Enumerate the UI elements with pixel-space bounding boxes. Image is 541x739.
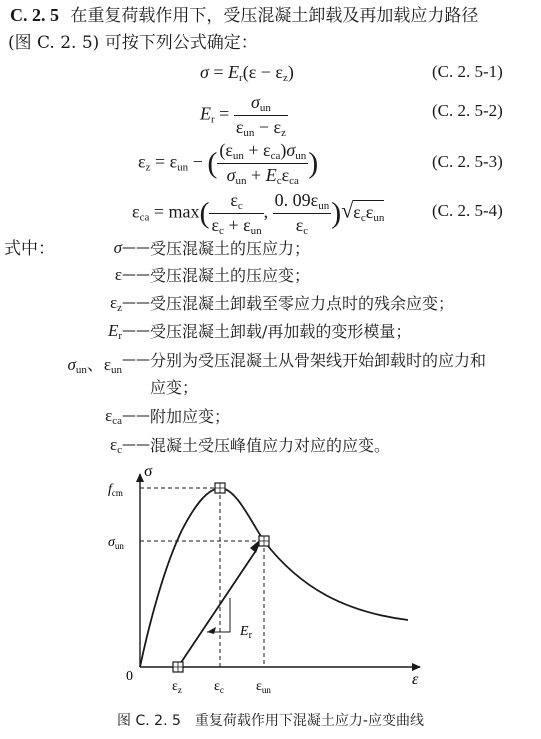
symbol-epsilon-c: $\varepsilon_c$ [109, 435, 122, 456]
definition-sigma-un: 分别为受压混凝土从骨架线开始卸载时的应力和 [150, 351, 487, 370]
equation-number-1: (C. 2. 5-1) [432, 62, 503, 81]
x-tick-epsilon-z: $\varepsilon_z$ [172, 679, 182, 695]
dash: —— [122, 437, 150, 453]
definition-epsilon-ca: 附加应变； [150, 407, 231, 426]
equation-c2-5-3: $\varepsilon_z = \varepsilon_{un}$ − ( $\frac{(\varepsilon_{un} + \varepsilon_{ca})\sigma_{un}}{\sigma_{un} + E_c\varepsilon_{ca}}$ ) [138, 140, 319, 187]
symbol-e-r: $E_r$ [107, 321, 122, 342]
definition-epsilon-c: 混凝土受压峰值应力对应的应变。 [150, 436, 391, 455]
dash: —— [122, 295, 150, 311]
reload-path [178, 552, 255, 667]
dash: —— [122, 408, 150, 424]
x-axis-label: ε [412, 671, 419, 688]
where-label: 式中： [4, 239, 55, 259]
y-tick-sigma-un: $\sigma_{un}$ [108, 535, 124, 551]
dash: —— [122, 267, 150, 283]
y-axis-label: σ [144, 463, 153, 480]
equation-number-4: (C. 2. 5-4) [432, 201, 503, 220]
symbol-sigma: σ [113, 238, 122, 257]
slope-arrow [207, 627, 216, 634]
skeleton-curve [140, 488, 408, 667]
symbol-epsilon-z: $\varepsilon_z$ [109, 293, 122, 314]
equation-c2-5-1: $\sigma = E_r(\varepsilon - \varepsilon_z)$ [200, 62, 294, 84]
section-paragraph [10, 4, 478, 27]
section-text-line1: 在重复荷载作用下，受压混凝土卸载及再加载应力路径 [70, 6, 479, 26]
definition-epsilon: 受压混凝土的压应变； [150, 266, 311, 285]
symbol-epsilon: ε [114, 265, 122, 284]
origin-label: 0 [126, 669, 133, 684]
equation-number-3: (C. 2. 5-3) [432, 152, 503, 171]
definition-sigma: 受压混凝土的压应力； [150, 239, 311, 258]
section-text-line2: (图 C. 2. 5) 可按下列公式确定： [8, 33, 258, 53]
max-operator: max [168, 201, 200, 222]
symbol-sigma-un-epsilon-un: $\sigma_{un}$、$\varepsilon_{un}$ [67, 355, 122, 376]
slope-triangle [207, 598, 230, 632]
y-tick-fcm: $f_{cm}$ [108, 482, 123, 498]
dash: —— [122, 240, 150, 256]
definition-e-r: 受压混凝土卸载/再加载的变形模量； [150, 322, 412, 341]
coefficient: 0. 09 [274, 190, 311, 210]
stress-strain-figure [0, 455, 541, 705]
definition-epsilon-z: 受压混凝土卸载至零应力点时的残余应变； [150, 294, 455, 313]
symbol-epsilon-ca: $\varepsilon_{ca}$ [105, 406, 122, 427]
figure-caption: 图 C. 2. 5 重复荷载作用下混凝土应力-应变曲线 [117, 713, 424, 729]
dash: —— [122, 352, 150, 368]
equation-c2-5-2: $E_r$ = $\frac{\sigma_{un}}{\varepsilon_{un} - \varepsilon_z}$ [200, 92, 286, 139]
x-tick-epsilon-c: $\varepsilon_c$ [214, 679, 224, 695]
section-number: C. 2. 5 [10, 5, 59, 25]
equation-number-2: (C. 2. 5-2) [432, 101, 503, 120]
x-tick-epsilon-un: $\varepsilon_{un}$ [256, 679, 271, 695]
definition-sigma-un-cont: 应变； [150, 378, 199, 397]
slope-label: $E_r$ [240, 624, 252, 641]
dash: —— [122, 323, 150, 339]
equation-c2-5-4: $\varepsilon_{ca} = \max$( $\frac{\varepsilon_c}{\varepsilon_c + \varepsilon_{un}}$ , $\frac{0. 09\varepsilon_{un}}{\varepsilon_c}$ )$√\varepsilon_c\varepsilon_{un}$ [132, 190, 385, 237]
